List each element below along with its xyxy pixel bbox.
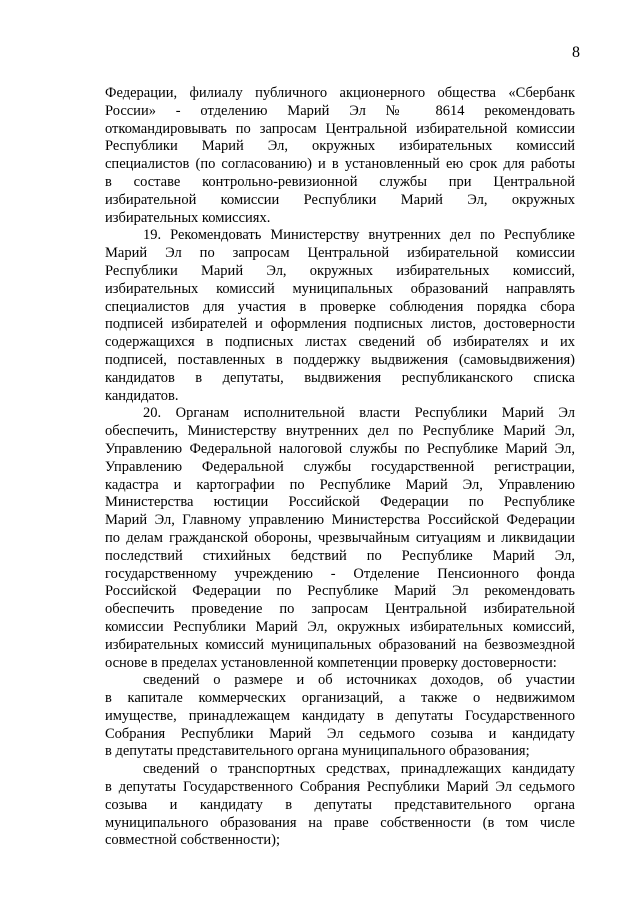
text-line: обеспечить проведение по запросам Центральной избирательной bbox=[105, 601, 575, 618]
text-line: специалистов для участия в проверке соблюдения порядка сбора bbox=[105, 298, 575, 315]
text-line: по делам гражданской обороны, чрезвычайным ситуациям и ликвидации bbox=[105, 529, 575, 546]
text-line: 20. Органам исполнительной власти Республики Марий Эл bbox=[143, 405, 575, 422]
text-line: 19. Рекомендовать Министерству внутренних дел по Республике bbox=[143, 227, 575, 244]
text-line: Управлению Федеральной налоговой службы по Республике Марий Эл, bbox=[105, 440, 575, 457]
text-line: России» - отделению Марий Эл № 8614 рекомендовать bbox=[105, 102, 575, 119]
text-line: специалистов (по согласованию) и в установленный ею срок для работы bbox=[105, 156, 575, 173]
text-line: Республики Марий Эл, окружных избирательных комиссий bbox=[105, 138, 575, 155]
text-line: подписей, поставленных в поддержку выдвижения (самовыдвижения) bbox=[105, 351, 575, 368]
text-line: кандидатов в депутаты, выдвижения республиканского списка bbox=[105, 369, 575, 386]
text-line: Марий Эл, Главному управлению Министерства Российской Федерации bbox=[105, 512, 575, 529]
text-line: Управлению Федеральной службы государственной регистрации, bbox=[105, 458, 575, 475]
text-line: сведений о размере и об источниках доходов, об участии bbox=[143, 672, 575, 689]
text-line: созыва и кандидату в депутаты представительного органа bbox=[105, 796, 575, 813]
text-line: избирательных комиссиях. bbox=[105, 209, 271, 226]
text-line: основе в пределах установленной компетенции проверку достоверности: bbox=[105, 654, 557, 671]
text-line: имуществе, принадлежащем кандидату в депутаты Государственного bbox=[105, 707, 575, 724]
text-line: Министерства юстиции Российской Федерации по Республике bbox=[105, 494, 575, 511]
text-line: в депутаты представительного органа муниципального образования; bbox=[105, 743, 530, 760]
text-line: избирательных комиссий муниципальных образований на безвозмездной bbox=[105, 636, 575, 653]
text-line: последствий стихийных бедствий по Республике Марий Эл, bbox=[105, 547, 575, 564]
text-line: кадастра и картографии по Республике Марий Эл, Управлению bbox=[105, 476, 575, 493]
text-line: Российской Федерации по Республике Марий Эл рекомендовать bbox=[105, 583, 575, 600]
text-line: Республики Марий Эл, окружных избирательных комиссий, bbox=[105, 262, 575, 279]
text-line: Собрания Республики Марий Эл седьмого созыва и кандидату bbox=[105, 725, 575, 742]
text-line: совместной собственности); bbox=[105, 832, 280, 849]
text-line: избирательной комиссии Республики Марий Эл, окружных bbox=[105, 191, 575, 208]
text-line: подписей избирателей и оформления подписных листов, достоверности bbox=[105, 316, 575, 333]
text-line: муниципального образования на праве собственности (в том числе bbox=[105, 814, 575, 831]
text-line: комиссии Республики Марий Эл, окружных избирательных комиссий, bbox=[105, 618, 575, 635]
text-line: кандидатов. bbox=[105, 387, 179, 404]
text-line: в составе контрольно-ревизионной службы при Центральной bbox=[105, 173, 575, 190]
text-line: обеспечить, Министерству внутренних дел по Республике Марий Эл, bbox=[105, 423, 575, 440]
page-number: 8 bbox=[572, 44, 580, 61]
text-line: избирательных комиссий муниципальных образований направлять bbox=[105, 280, 575, 297]
text-line: в депутаты Государственного Собрания Республики Марий Эл седьмого bbox=[105, 779, 575, 796]
text-line: содержащихся в подписных листах сведений об избирателях и их bbox=[105, 334, 575, 351]
text-line: государственному учреждению - Отделение Пенсионного фонда bbox=[105, 565, 575, 582]
body-text bbox=[105, 85, 575, 850]
text-line: Федерации, филиалу публичного акционерного общества «Сбербанк bbox=[105, 85, 575, 101]
text-line: откомандировывать по запросам Центральной избирательной комиссии bbox=[105, 120, 575, 137]
text-line: сведений о транспортных средствах, принадлежащих кандидату bbox=[143, 761, 575, 778]
text-line: в капитале коммерческих организаций, а также о недвижимом bbox=[105, 690, 575, 707]
text-line: Марий Эл по запросам Центральной избирательной комиссии bbox=[105, 245, 575, 262]
